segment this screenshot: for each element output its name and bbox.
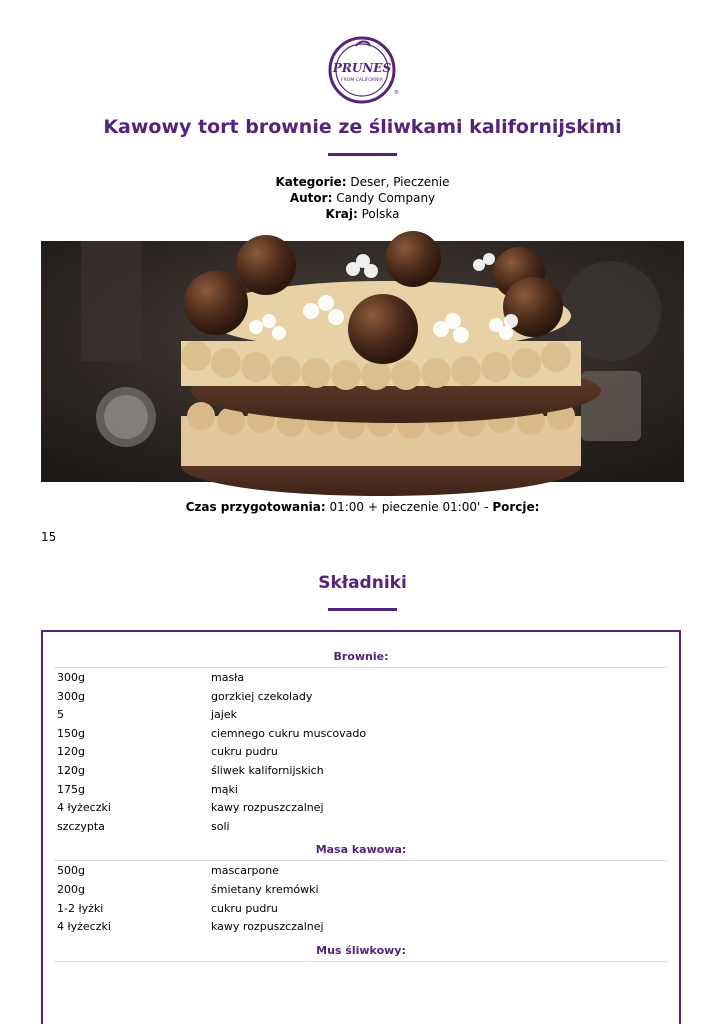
title-divider xyxy=(328,153,397,156)
ingredient-name: kawy rozpuszczalnej xyxy=(211,920,324,934)
country-value: Polska xyxy=(357,207,400,221)
ingredient-quantity: 300g xyxy=(57,671,85,684)
svg-text:®: ® xyxy=(394,90,399,96)
meta-author xyxy=(0,190,725,206)
ingredient-quantity: 300g xyxy=(57,689,85,703)
svg-text:FROM CALIFORNIA: FROM CALIFORNIA xyxy=(341,78,383,83)
servings-value: 15 xyxy=(41,530,57,544)
ingredients-divider xyxy=(328,608,397,611)
ingredient-group-heading: Brownie: xyxy=(54,645,668,668)
ingredient-name: cukru pudru xyxy=(211,901,278,915)
ingredient-quantity: 4 łyżeczki xyxy=(57,801,111,815)
ingredient-row xyxy=(54,780,668,799)
ingredient-name: gorzkiej czekolady xyxy=(211,689,313,703)
ingredient-name: śliwek kalifornijskich xyxy=(211,763,324,777)
ingredients-list xyxy=(54,642,668,962)
ingredient-name: kawy rozpuszczalnej xyxy=(211,801,324,815)
prep-time-label: Czas przygotowania: xyxy=(185,500,326,514)
ingredient-quantity: 120g xyxy=(57,763,85,777)
ingredient-row xyxy=(54,917,668,936)
ingredient-quantity: 120g xyxy=(57,745,85,759)
ingredient-quantity: 5 xyxy=(57,708,64,722)
ingredient-name: soli xyxy=(211,819,230,833)
ingredient-quantity: 500g xyxy=(57,864,85,878)
meta-category xyxy=(0,174,725,190)
ingredient-row xyxy=(54,724,668,743)
ingredient-row xyxy=(54,798,668,817)
ingredient-quantity: 200g xyxy=(57,882,85,896)
ingredient-name: ciemnego cukru muscovado xyxy=(211,726,367,740)
ingredient-name: jajek xyxy=(211,708,237,722)
ingredient-quantity: 150g xyxy=(57,726,85,740)
ingredient-row xyxy=(54,761,668,780)
ingredient-row xyxy=(54,817,668,836)
prep-time-value: 01:00 + pieczenie 01:00' - xyxy=(325,500,493,514)
ingredients-title: Składniki xyxy=(318,573,407,593)
ingredient-group-heading: Masa kawowa: xyxy=(54,838,668,861)
category-label: Kategorie: xyxy=(275,175,347,189)
ingredient-quantity: szczypta xyxy=(57,819,105,833)
servings-label: Porcje: xyxy=(492,500,540,514)
ingredient-row xyxy=(54,861,668,880)
ingredient-name: masła xyxy=(211,671,245,684)
ingredient-quantity: 4 łyżeczki xyxy=(57,920,111,934)
prep-line xyxy=(0,500,725,514)
ingredient-group-heading: Mus śliwkowy: xyxy=(54,939,668,962)
ingredient-name: cukru pudru xyxy=(211,745,278,759)
ingredient-quantity: 1-2 łyżki xyxy=(57,901,104,915)
author-label: Autor: xyxy=(289,191,333,205)
recipe-title: Kawowy tort brownie ze śliwkami kalifornijskimi xyxy=(103,116,622,138)
ingredient-row xyxy=(54,687,668,706)
ingredient-row xyxy=(54,899,668,918)
ingredient-row xyxy=(54,668,668,687)
prunes-logo xyxy=(326,34,398,106)
ingredient-row xyxy=(54,705,668,724)
ingredient-name: mascarpone xyxy=(211,864,279,878)
author-value: Candy Company xyxy=(332,191,436,205)
svg-text:PRUNES: PRUNES xyxy=(332,61,392,75)
category-value: Deser, Pieczenie xyxy=(346,175,450,189)
meta-country xyxy=(0,206,725,222)
recipe-meta xyxy=(0,174,725,222)
ingredient-name: mąki xyxy=(211,782,238,796)
ingredient-row xyxy=(54,880,668,899)
ingredient-row xyxy=(54,742,668,761)
country-label: Kraj: xyxy=(325,207,358,221)
cake-photo xyxy=(41,241,684,482)
ingredients-box xyxy=(41,630,681,1024)
ingredient-quantity: 175g xyxy=(57,782,85,796)
ingredient-name: śmietany kremówki xyxy=(211,882,319,896)
